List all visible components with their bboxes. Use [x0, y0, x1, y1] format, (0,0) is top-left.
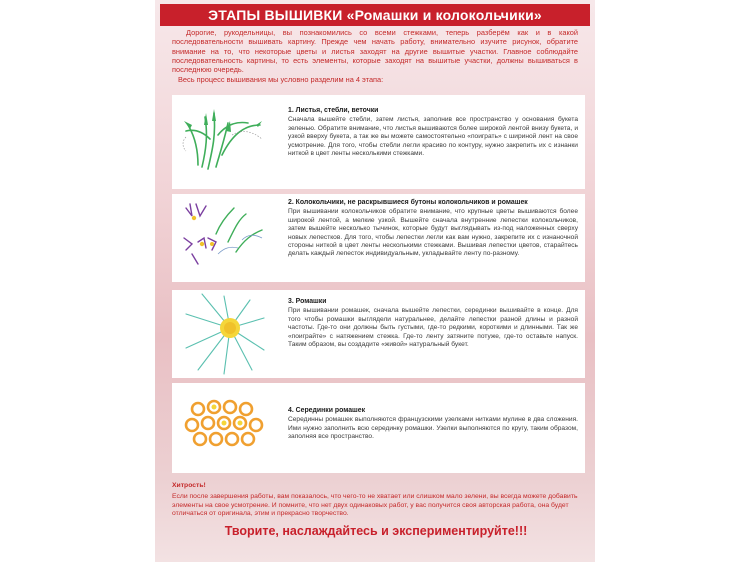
intro-paragraph: Дорогие, рукодельницы, вы познакомились со всеми стежками, теперь разберём как и в какой последовательности вышивать картину. Прежде чем начать работу, внимательно изучите рисунок, обратите внимание на то, что некоторые цветы и листья заходят на другие вышитые участки. Главное соблюдайте последовательность картины, то есть элементы, которые заходят на вышитые участки, должны вышиваться в последнюю очередь.	[172, 28, 578, 75]
step-leaves	[172, 95, 585, 189]
background-left	[0, 0, 155, 562]
intro	[172, 28, 578, 85]
tips-block	[172, 482, 580, 519]
step-text	[288, 199, 578, 259]
step-text	[288, 107, 578, 158]
step-text	[288, 298, 578, 349]
step-title: 4. Серединки ромашек	[288, 407, 366, 414]
bellflowers-illustration	[172, 194, 278, 282]
background-right	[595, 0, 750, 562]
leaves-stems-illustration	[172, 95, 278, 189]
closing-line: Творите, наслаждайтесь и экспериментируйте!!!	[224, 524, 528, 538]
page-title: ЭТАПЫ ВЫШИВКИ «Ромашки и колокольчики»	[160, 4, 590, 26]
intro-subheading: Весь процесс вышивания мы условно разделим на 4 этапа:	[178, 75, 384, 85]
step-text	[288, 407, 578, 442]
daisies-illustration	[172, 290, 278, 378]
daisy-centers-illustration	[172, 383, 278, 473]
step-title: 3. Ромашки	[288, 298, 327, 305]
step-description: Серединны ромашек выполняются французскими узелками нитками мулине в два сложения. Ими нужно заполнить всю серединку ромашки. Узелки выполняются по кругу, таким образом, заполняя все пространство.	[288, 416, 578, 441]
step-daisies	[172, 290, 585, 378]
step-title: 1. Листья, стебли, веточки	[288, 107, 379, 114]
tips-text: Если после завершения работы, вам показалось, что чего-то не хватает или слишком мало зелени, вы всегда можете добавить элементы на свое усмотрение. И помните, что нет двух одинаковых работ, у вас получится своя авторская работа, она будет отличаться от оригинала, этим и прекрасно творчество.	[172, 492, 578, 518]
step-daisy-centers	[172, 383, 585, 473]
step-description: При вышивании ромашек, сначала вышейте лепестки, серединки вышивайте в конце. Для того чтобы ромашки выглядели натуральнее, делайте лепестки разной длины и разной частоты. Где-то они должны быть густыми, где-то редкими, короткими и длинными. Так же «поиграйте» с натяжением стежка. Где-то ленту затяните потуже, где-то оставьте напуск. Таким образом, вы создадите «живой» натуральный букет.	[288, 307, 578, 349]
step-title: 2. Колокольчики, не раскрывшиеся бутоны колокольчиков и ромашек	[288, 199, 528, 206]
step-description: Сначала вышейте стебли, затем листья, заполнив все пространство у основания букета зеленью. Обратите внимание, что листья вышиваются более широкой лентой внизу букета, и узкой вверху букета, а так же вы можете самостоятельно «поиграть» с шириной лент на свое усмотрение. Для того, чтобы стебли легли красиво по контуру, нужно закрепить их с изнанки ниткой в цвет ленты несколькими стежками.	[288, 116, 578, 158]
step-description: При вышивании колокольчиков обратите внимание, что крупные цветы вышиваются более широкой лентой, а мелкие узкой. Вышейте сначала внутренние лепестки колокольчиков, затем вышейте несколько тычинок, которые будут выглядывать из-под наложенных сверху новых лепестков. Для того, чтобы лепестки легли как вам нужно, закрепите их с изнаночной стороны ниткой в цвет ленты несколькими стежками. Вышивая лепестки цветов, старайтесь делать каждый лепесток индивидуальным, укладывайте ленту по-разному.	[288, 208, 578, 258]
tips-heading: Хитрость!	[172, 482, 206, 489]
step-bellflowers	[172, 194, 585, 282]
